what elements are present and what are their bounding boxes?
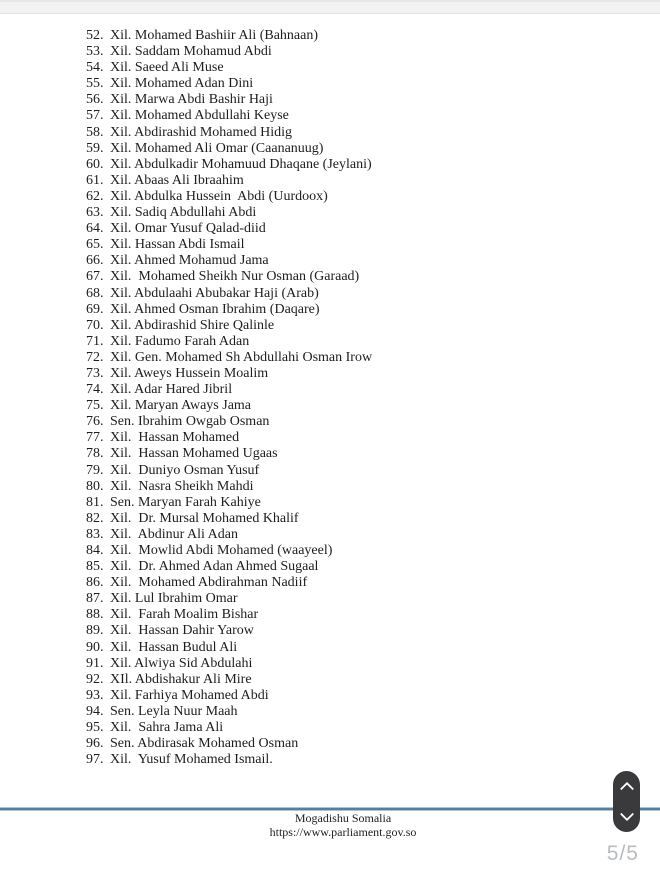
list-item-number: 66. bbox=[86, 253, 104, 269]
list-item-number: 81. bbox=[86, 494, 104, 510]
list-item bbox=[86, 607, 372, 623]
list-item-number: 69. bbox=[86, 301, 104, 317]
list-item-number: 55. bbox=[86, 76, 104, 92]
list-item-text: Xil. Mohamed Abdirahman Nadiif bbox=[110, 575, 308, 591]
list-item-text: Xil. Maryan Aways Jama bbox=[110, 398, 252, 414]
list-item-number: 71. bbox=[86, 333, 104, 349]
chevron-down-icon bbox=[619, 807, 633, 821]
list-item bbox=[86, 125, 372, 141]
list-item-number: 94. bbox=[86, 703, 104, 719]
list-item-number: 95. bbox=[86, 720, 104, 736]
footer-divider-line bbox=[0, 807, 660, 811]
list-item-text: Sen. Ibrahim Owgab Osman bbox=[110, 414, 270, 430]
list-item-text: Xil. Adar Hared Jibril bbox=[110, 382, 233, 398]
list-item-number: 74. bbox=[86, 382, 104, 398]
list-item-text: Xil. Yusuf Mohamed Ismail. bbox=[110, 752, 273, 768]
list-item bbox=[86, 92, 372, 108]
list-item-number: 96. bbox=[86, 736, 104, 752]
list-item-number: 76. bbox=[86, 414, 104, 430]
list-item-number: 70. bbox=[86, 317, 104, 333]
list-item bbox=[86, 495, 372, 511]
list-item-number: 86. bbox=[86, 575, 104, 591]
list-item bbox=[86, 704, 372, 720]
list-item bbox=[86, 350, 372, 366]
viewer-top-bar bbox=[0, 0, 660, 14]
list-item-text: Xil. Nasra Sheikh Mahdi bbox=[110, 478, 254, 494]
list-item bbox=[86, 76, 372, 92]
list-item-text: Xil. Mowlid Abdi Mohamed (waayeel) bbox=[110, 543, 333, 558]
list-item-text: Xil. Mohamed Abdullahi Keyse bbox=[110, 108, 289, 124]
page-indicator: 5/5 bbox=[606, 842, 639, 865]
list-item bbox=[86, 591, 372, 607]
list-item-text: Xil. Duniyo Osman Yusuf bbox=[110, 462, 260, 478]
list-item-number: 62. bbox=[86, 188, 104, 204]
list-item-text: Xil. Mohamed Sheikh Nur Osman (Garaad) bbox=[110, 269, 360, 285]
list-item-number: 84. bbox=[86, 543, 104, 558]
list-item bbox=[86, 543, 372, 559]
list-item-number: 58. bbox=[86, 124, 104, 140]
list-item-number: 85. bbox=[86, 559, 104, 575]
list-item bbox=[86, 60, 372, 76]
member-list bbox=[86, 28, 372, 768]
scroll-nav bbox=[613, 771, 640, 832]
list-item-number: 68. bbox=[86, 285, 104, 301]
list-item bbox=[86, 720, 372, 736]
list-item bbox=[86, 44, 372, 60]
list-item-number: 78. bbox=[86, 446, 104, 462]
list-item bbox=[86, 446, 372, 462]
list-item bbox=[86, 527, 372, 543]
list-item-text: Xil. Sahra Jama Ali bbox=[110, 720, 224, 736]
list-item-number: 61. bbox=[86, 172, 104, 188]
footer-location: Mogadishu Somalia bbox=[294, 811, 392, 825]
list-item-number: 97. bbox=[86, 752, 104, 768]
list-item bbox=[86, 237, 372, 253]
list-item-number: 90. bbox=[86, 639, 104, 655]
list-item-number: 67. bbox=[86, 269, 104, 285]
list-item-text: XIl. Abdishakur Ali Mire bbox=[110, 671, 252, 687]
list-item bbox=[86, 28, 372, 44]
list-item bbox=[86, 189, 372, 205]
list-item bbox=[86, 141, 372, 157]
list-item-text: Xil. Farah Moalim Bishar bbox=[110, 607, 259, 623]
list-item-text: Xil. Abdulkadir Mohamuud Dhaqane (Jeylani) bbox=[110, 156, 372, 172]
list-item bbox=[86, 108, 372, 124]
list-item-number: 72. bbox=[86, 349, 104, 365]
list-item-text: Xil. Sadiq Abdullahi Abdi bbox=[110, 205, 257, 221]
list-item bbox=[86, 752, 372, 768]
list-item-number: 64. bbox=[86, 221, 104, 237]
list-item-number: 56. bbox=[86, 92, 104, 108]
list-item bbox=[86, 382, 372, 398]
list-item-text: Xil. Abaas Ali Ibraahim bbox=[110, 172, 244, 188]
list-item bbox=[86, 302, 372, 318]
list-item-text: Xil. Aweys Hussein Moalim bbox=[110, 365, 269, 381]
list-item-text: Xil. Dr. Ahmed Adan Ahmed Sugaal bbox=[110, 559, 319, 575]
scroll-up-button[interactable] bbox=[613, 771, 640, 802]
list-item-number: 52. bbox=[86, 28, 104, 43]
list-item-number: 60. bbox=[86, 156, 104, 172]
list-item-text: Xil. Ahmed Osman Ibrahim (Daqare) bbox=[110, 301, 320, 317]
list-item-text: Xil. Abdirashid Shire Qalinle bbox=[110, 317, 275, 333]
list-item bbox=[86, 559, 372, 575]
scroll-down-button[interactable] bbox=[613, 802, 640, 833]
chevron-up-icon bbox=[619, 782, 633, 796]
list-item bbox=[86, 366, 372, 382]
list-item-number: 65. bbox=[86, 237, 104, 253]
list-item bbox=[86, 205, 372, 221]
list-item-text: Xil. Mohamed Ali Omar (Caananuug) bbox=[110, 140, 324, 156]
list-item-number: 57. bbox=[86, 108, 104, 124]
list-item bbox=[86, 672, 372, 688]
list-item-number: 77. bbox=[86, 430, 104, 446]
list-item-text: Xil. Hassan Dahir Yarow bbox=[110, 623, 254, 639]
list-item-number: 54. bbox=[86, 60, 104, 76]
list-item bbox=[86, 575, 372, 591]
list-item bbox=[86, 623, 372, 639]
list-item bbox=[86, 640, 372, 656]
list-item-text: Xil. Mohamed Bashiir Ali (Bahnaan) bbox=[110, 28, 319, 43]
list-item-text: Xil. Alwiya Sid Abdulahi bbox=[110, 655, 253, 671]
list-item-text: Xil. Saddam Mohamud Abdi bbox=[110, 44, 272, 60]
list-item bbox=[86, 398, 372, 414]
list-item bbox=[86, 157, 372, 173]
list-item-text: Xil. Marwa Abdi Bashir Haji bbox=[110, 92, 273, 108]
list-item bbox=[86, 221, 372, 237]
list-item-number: 59. bbox=[86, 140, 104, 156]
list-item-number: 73. bbox=[86, 365, 104, 381]
list-item bbox=[86, 253, 372, 269]
list-item-text: Xil. Hassan Mohamed Ugaas bbox=[110, 446, 278, 462]
list-item bbox=[86, 318, 372, 334]
list-item-text: Xil. Fadumo Farah Adan bbox=[110, 333, 250, 349]
list-item-number: 87. bbox=[86, 591, 104, 607]
list-item-number: 75. bbox=[86, 398, 104, 414]
list-item-number: 92. bbox=[86, 671, 104, 687]
list-item-text: Xil. Gen. Mohamed Sh Abdullahi Osman Irow bbox=[110, 349, 373, 365]
list-item-text: Xil. Dr. Mursal Mohamed Khalif bbox=[110, 510, 299, 526]
list-item bbox=[86, 430, 372, 446]
list-item-number: 63. bbox=[86, 205, 104, 221]
list-item bbox=[86, 656, 372, 672]
list-item-number: 83. bbox=[86, 526, 104, 542]
list-item-text: Xil. Omar Yusuf Qalad-diid bbox=[110, 221, 266, 237]
list-item-text: Xil. Ahmed Mohamud Jama bbox=[110, 253, 269, 269]
list-item-text: Xil. Lul Ibrahim Omar bbox=[110, 591, 238, 607]
list-item-number: 88. bbox=[86, 607, 104, 623]
list-item-text: Xil. Saeed Ali Muse bbox=[110, 60, 224, 76]
list-item-number: 91. bbox=[86, 655, 104, 671]
page-footer bbox=[26, 812, 660, 839]
list-item bbox=[86, 334, 372, 350]
list-item-number: 53. bbox=[86, 44, 104, 60]
list-item bbox=[86, 173, 372, 189]
list-item-text: Xil. Hassan Abdi Ismail bbox=[110, 237, 245, 253]
list-item-text: Xil. Abdinur Ali Adan bbox=[110, 526, 238, 542]
list-item bbox=[86, 736, 372, 752]
list-item-text: Xil. Mohamed Adan Dini bbox=[110, 76, 254, 92]
list-item-text: Sen. Maryan Farah Kahiye bbox=[110, 494, 261, 510]
list-item-number: 79. bbox=[86, 462, 104, 478]
list-item-text: Xil. Abdulka Hussein Abdi (Uurdoox) bbox=[110, 188, 328, 204]
list-item bbox=[86, 463, 372, 479]
list-item-text: Xil. Farhiya Mohamed Abdi bbox=[110, 687, 269, 703]
list-item bbox=[86, 414, 372, 430]
list-item-text: Xil. Hassan Budul Ali bbox=[110, 639, 238, 655]
list-item bbox=[86, 479, 372, 495]
list-item-number: 80. bbox=[86, 478, 104, 494]
footer-url[interactable]: https://www.parliament.gov.so bbox=[269, 824, 417, 839]
list-item-text: Xil. Abdirashid Mohamed Hidig bbox=[110, 124, 292, 140]
list-item bbox=[86, 269, 372, 285]
list-item-text: Sen. Abdirasak Mohamed Osman bbox=[110, 736, 299, 752]
list-item bbox=[86, 688, 372, 704]
list-item bbox=[86, 286, 372, 302]
list-item-text: Xil. Hassan Mohamed bbox=[110, 430, 240, 446]
list-item-text: Sen. Leyla Nuur Maah bbox=[110, 703, 238, 719]
list-item-number: 93. bbox=[86, 687, 104, 703]
list-item-text: Xil. Abdulaahi Abubakar Haji (Arab) bbox=[110, 285, 319, 301]
list-item bbox=[86, 511, 372, 527]
list-item-number: 89. bbox=[86, 623, 104, 639]
list-item-number: 82. bbox=[86, 510, 104, 526]
